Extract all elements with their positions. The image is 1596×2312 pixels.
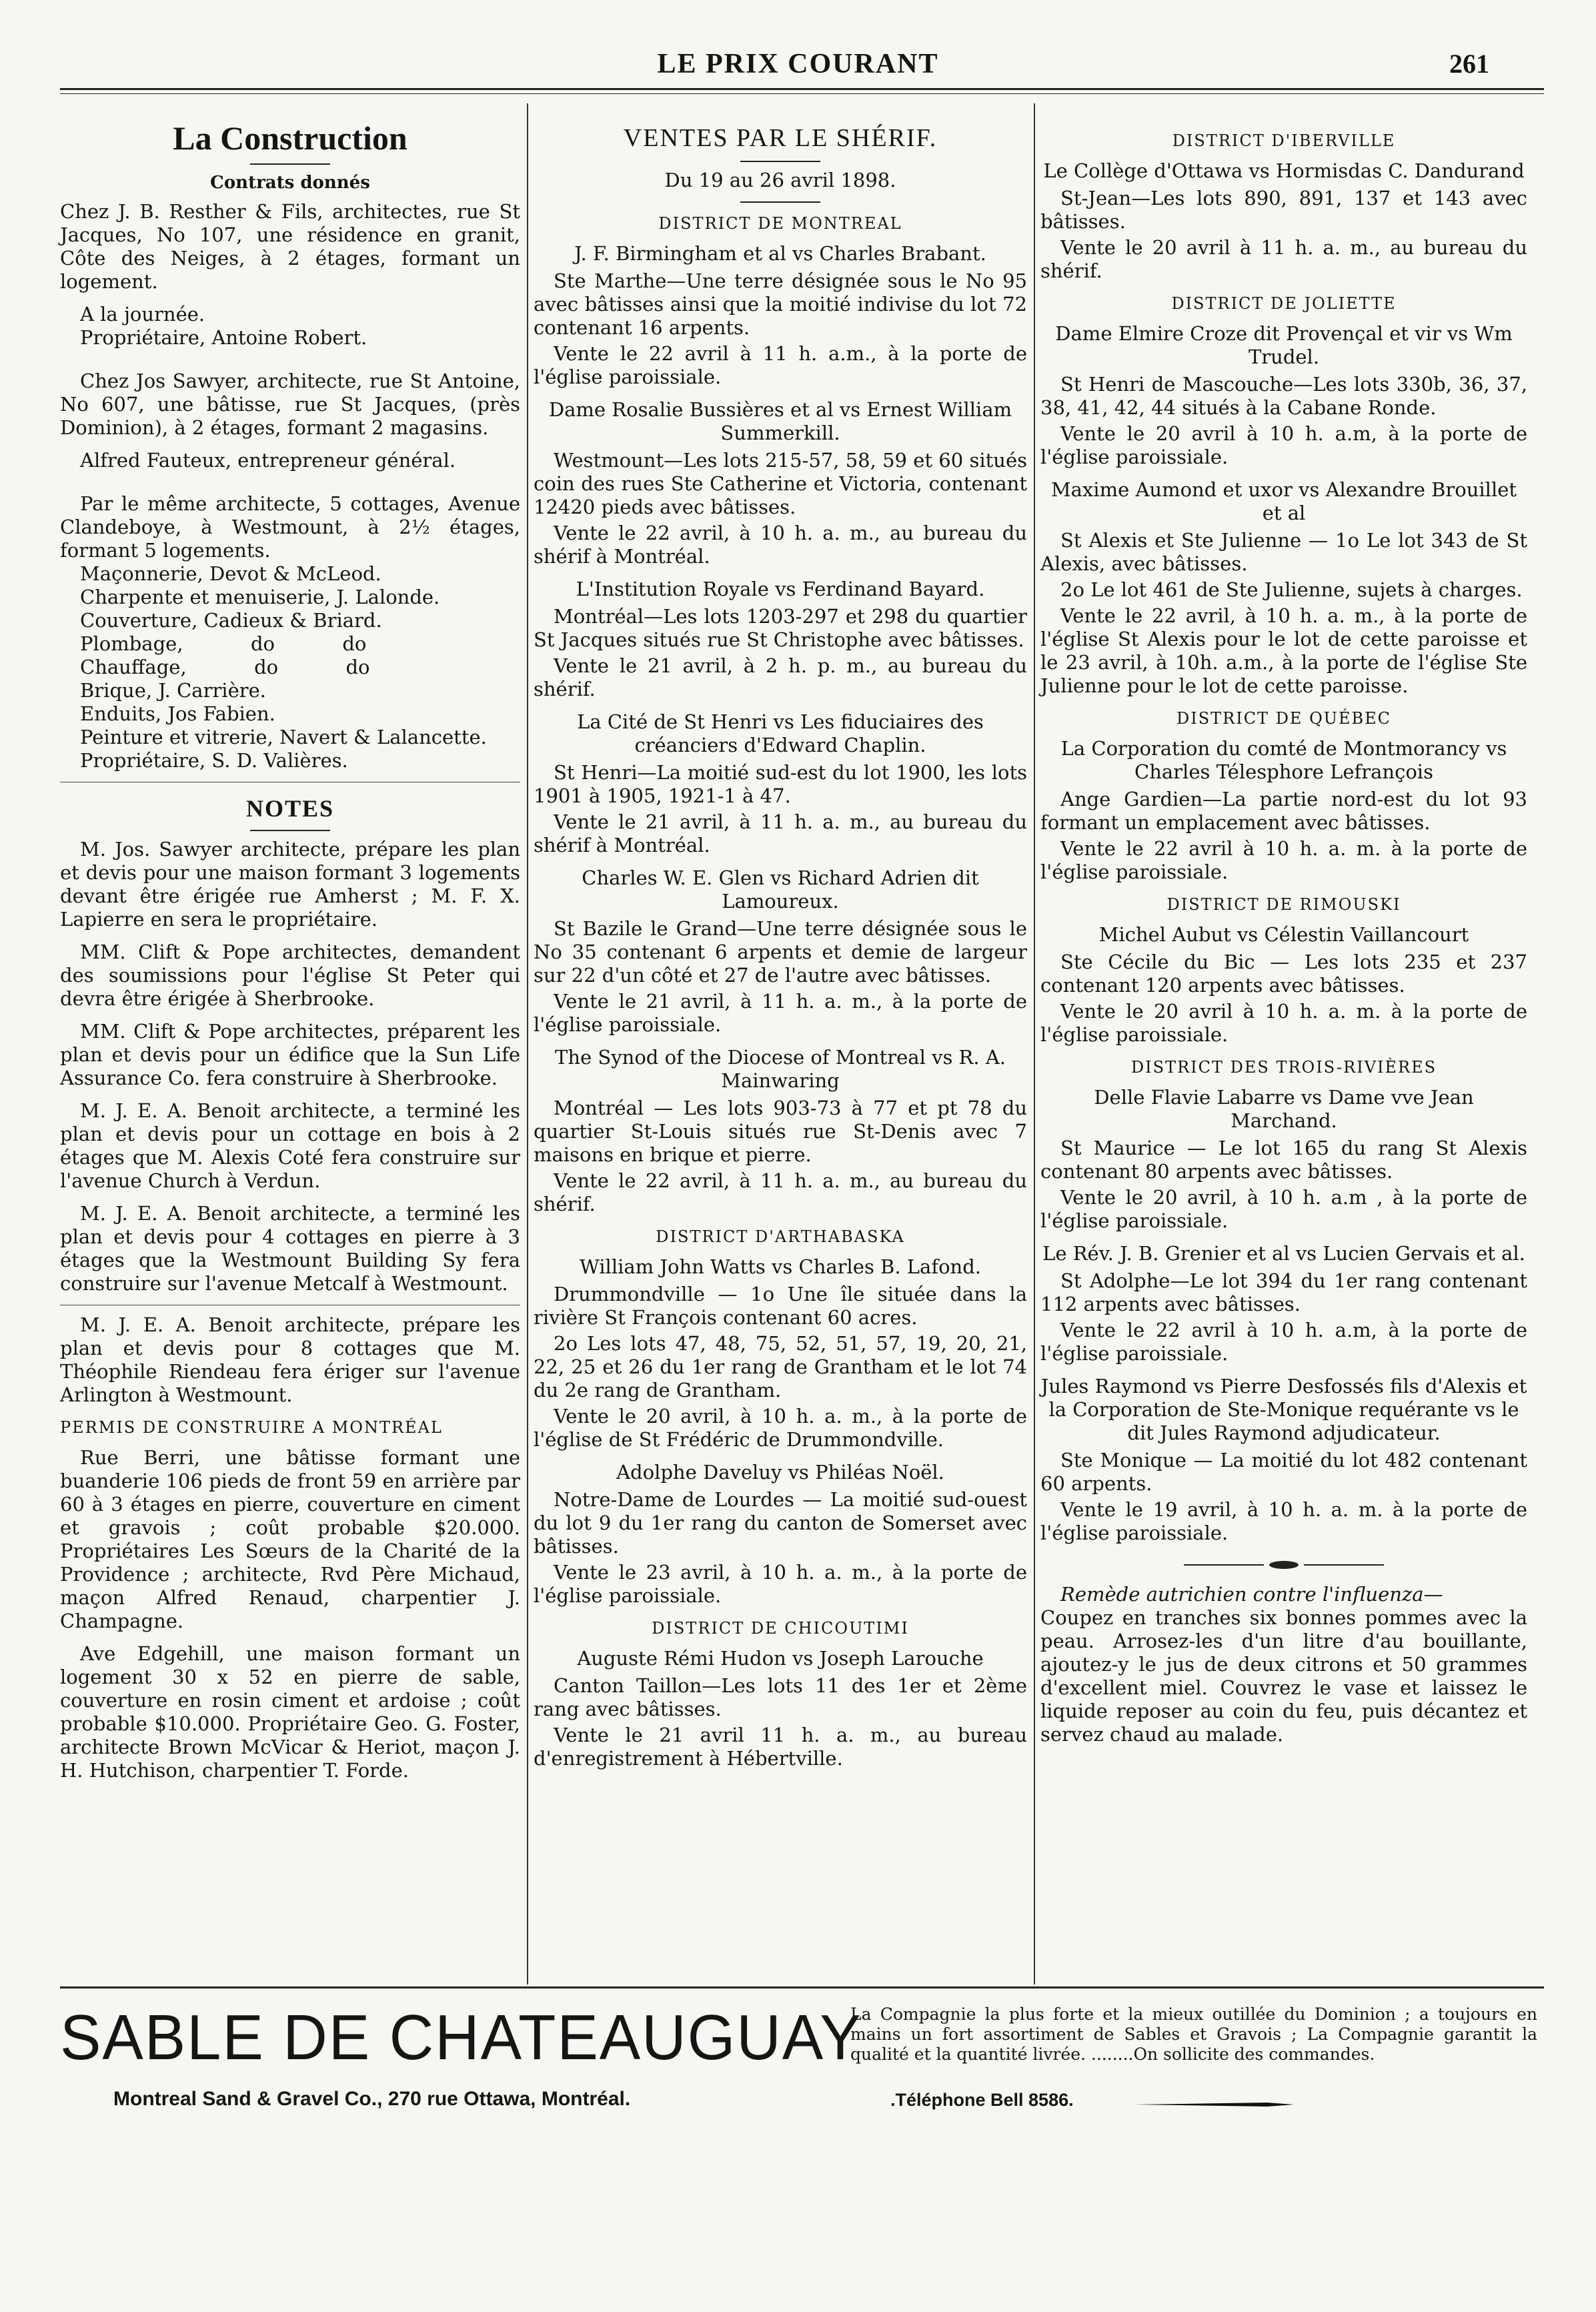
- case-title: Charles W. E. Glen vs Richard Adrien dit Lamoureux.: [582, 866, 979, 913]
- case-body: Montréal—Les lots 1203-297 et 298 du quartier St Jacques situés rue St Christophe avec bâtisses.: [534, 605, 1027, 651]
- note-paragraph: M. J. E. A. Benoit architecte, a terminé les plan et devis pour un cottage en bois à 2 étages que M. Alexis Coté fera construire sur l'avenue Church à Verdun.: [60, 1099, 520, 1192]
- column-rule-1: [527, 103, 528, 1984]
- case-title: Auguste Rémi Hudon vs Joseph Larouche: [577, 1647, 984, 1670]
- case-sale: Vente le 22 avril, à 11 h. a. m., au bureau du shérif.: [534, 1169, 1027, 1215]
- district-heading: DISTRICT DE CHICOUTIMI: [652, 1619, 909, 1638]
- paragraph: Maçonnerie, Devot & McLeod.: [80, 562, 381, 585]
- case-sale: Vente le 22 avril, à 10 h. a. m., à la porte de l'église St Alexis pour le lot de cette paroisse et le 23 avril, à 10h. a.m., à la porte de l'église Ste Julienne pour le lot de cette paroisse.: [1040, 604, 1527, 697]
- case-sale: Vente le 22 avril à 10 h. a.m, à la porte de l'église paroissiale.: [1040, 1319, 1527, 1365]
- district-heading: DISTRICT DE QUÉBEC: [1176, 709, 1392, 728]
- case-title: Maxime Aumond et uxor vs Alexandre Brouillet et al: [1050, 478, 1517, 524]
- case-body: St Henri de Mascouche—Les lots 330b, 36, 37, 38, 41, 42, 44 situés à la Cabane Ronde.: [1040, 373, 1527, 419]
- advertisement-brand: SABLE DE CHATEAUGUAY: [60, 2002, 862, 2073]
- note-paragraph: M. J. E. A. Benoit architecte, a terminé les plan et devis pour 4 cottages en pierre à 3 étages que la Westmount Building Sy fera construire sur l'avenue Metcalf à Westmount.: [60, 1202, 520, 1295]
- advertisement-company: Montreal Sand & Gravel Co., 270 rue Ottawa, Montréal.: [113, 2088, 631, 2110]
- paragraph: A la journée.: [80, 303, 205, 326]
- case-sale: Vente le 20 avril, à 10 h. a. m., à la porte de l'église de St Frédéric de Drummondville.: [534, 1405, 1027, 1451]
- ornament-icon: [1184, 1560, 1384, 1570]
- case-body: Montréal — Les lots 903-73 à 77 et pt 78 du quartier St-Louis situés rue St-Denis avec 7 maisons en brique et pierre.: [534, 1097, 1027, 1166]
- paragraph: Brique, J. Carrière.: [80, 679, 266, 702]
- district-heading: DISTRICT DE MONTREAL: [658, 214, 902, 233]
- case-sale: Vente le 20 avril à 10 h. a.m, à la porte de l'église paroissiale.: [1040, 422, 1527, 468]
- paragraph: Chauffage, do do: [80, 656, 370, 678]
- paragraph: Couverture, Cadieux & Briard.: [80, 609, 382, 632]
- case-title: Delle Flavie Labarre vs Dame vve Jean Marchand.: [1094, 1086, 1474, 1132]
- case-body: Westmount—Les lots 215-57, 58, 59 et 60 situés coin des rues Ste Catherine et Victoria, contenant 12420 pieds avec bâtisses.: [534, 449, 1027, 518]
- page-number: 261: [1449, 49, 1489, 79]
- district-heading: DISTRICT D'ARTHABASKA: [656, 1227, 905, 1246]
- permit-paragraph: Ave Edgehill, une maison formant un logement 30 x 52 en pierre de sable, couverture en rosin ciment et ardoise ; coût probable $10.000. Propriétaire Geo. G. Foster, architecte Brown McVicar & Heriot, maçon J. H. Hutchison, charpentier T. Forde.: [60, 1642, 520, 1782]
- advertisement-telephone: .Téléphone Bell 8586.: [890, 2090, 1074, 2110]
- case-body: St Alexis et Ste Julienne — 1o Le lot 343 de St Alexis, avec bâtisses.: [1040, 529, 1527, 575]
- paragraph: Peinture et vitrerie, Navert & Lalancette.: [80, 726, 487, 748]
- case-sale: Vente le 20 avril à 10 h. a. m. à la porte de l'église paroissiale.: [1040, 1000, 1527, 1046]
- case-body: Drummondville — 1o Une île située dans la rivière St François contenant 60 acres.: [534, 1283, 1027, 1329]
- case-title: Michel Aubut vs Célestin Vaillancourt: [1098, 923, 1469, 946]
- section-title-construction: La Construction: [173, 119, 408, 157]
- case-sale: Vente le 22 avril à 10 h. a. m. à la porte de l'église paroissiale.: [1040, 837, 1527, 883]
- footer-rule: [60, 1986, 1544, 1988]
- subsection-permis: PERMIS DE CONSTRUIRE A MONTRÉAL: [60, 1418, 443, 1437]
- column-ventes: [534, 120, 1027, 1780]
- case-title: J. F. Birmingham et al vs Charles Brabant.: [574, 242, 986, 265]
- advertisement-note: La Compagnie la plus forte et la mieux outillée du Dominion ; a toujours en mains un fort assortiment de Sables et Gravois ; La Compagnie garantit la qualité et la quantité livrée. ........On sollicite des commandes.: [850, 2004, 1537, 2064]
- case-title: Le Collège d'Ottawa vs Hormisdas C. Dandurand: [1043, 159, 1525, 182]
- case-title: Jules Raymond vs Pierre Desfossés fils d'Alexis et la Corporation de Ste-Monique requérante vs le dit Jules Raymond adjudicateur.: [1040, 1375, 1527, 1444]
- header-rule: [60, 88, 1544, 90]
- case-title: Dame Rosalie Bussières et al vs Ernest William Summerkill.: [548, 398, 1012, 444]
- case-body: 2o Les lots 47, 48, 75, 52, 51, 57, 19, 20, 21, 22, 25 et 26 du 1er rang de Grantham et le lot 74 du 2e rang de Grantham.: [534, 1332, 1027, 1401]
- case-sale: Vente le 21 avril, à 2 h. p. m., au bureau du shérif.: [534, 654, 1027, 700]
- case-title: L'Institution Royale vs Ferdinand Bayard.: [576, 578, 985, 600]
- running-title: LE PRIX COURANT: [657, 49, 939, 79]
- note-paragraph: M. J. E. A. Benoit architecte, prépare les plan et devis pour 8 cottages que M. Théophile Riendeau fera ériger sur l'avenue Arlington à Westmount.: [60, 1313, 520, 1406]
- case-title: Dame Elmire Croze dit Provençal et vir vs Wm Trudel.: [1055, 322, 1513, 368]
- case-body: Ste Monique — La moitié du lot 482 contenant 60 arpents.: [1040, 1449, 1527, 1495]
- case-sale: Vente le 21 avril 11 h. a. m., au bureau d'enregistrement à Hébertville.: [534, 1724, 1027, 1770]
- case-title: Adolphe Daveluy vs Philéas Noël.: [616, 1461, 944, 1484]
- sale-dates: Du 19 au 26 avril 1898.: [664, 169, 896, 191]
- remede-body: Coupez en tranches six bonnes pommes avec la peau. Arrosez-les d'un litre d'au bouillante, ajoutez-y le jus de deux citrons et 50 grammes d'excellent miel. Couvrez le vase et laissez le liquide reposer au coin du feu, puis décantez et servez chaud au malade.: [1040, 1606, 1527, 1746]
- district-heading: DISTRICT DE RIMOUSKI: [1166, 895, 1401, 914]
- paragraph: Alfred Fauteux, entrepreneur général.: [80, 449, 456, 472]
- title-rule: [740, 201, 820, 203]
- case-body: Ste Marthe—Une terre désignée sous le No 95 avec bâtisses ainsi que la moitié indivise du lot 72 contenant 16 arpents.: [534, 269, 1027, 339]
- case-title: William John Watts vs Charles B. Lafond.: [579, 1255, 982, 1278]
- ornament-divider: [1040, 1554, 1527, 1578]
- case-body: St Henri—La moitié sud-est du lot 1900, les lots 1901 à 1905, 1921-1 à 47.: [534, 761, 1027, 807]
- case-body: Notre-Dame de Lourdes — La moitié sud-ouest du lot 9 du 1er rang du canton de Somerset avec bâtisses.: [534, 1488, 1027, 1558]
- section-title-ventes: VENTES PAR LE SHÉRIF.: [623, 124, 938, 152]
- case-sale: Vente le 23 avril, à 10 h. a. m., à la porte de l'église paroissiale.: [534, 1561, 1027, 1607]
- title-rule: [250, 163, 330, 165]
- case-sale: Vente le 22 avril, à 10 h. a. m., au bureau du shérif à Montréal.: [534, 522, 1027, 568]
- note-paragraph: MM. Clift & Pope architectes, demandent des soumissions pour l'église St Peter qui devra être érigée à Sherbrooke.: [60, 941, 520, 1010]
- paragraph: Propriétaire, Antoine Robert.: [80, 326, 367, 349]
- column-rule-2: [1034, 103, 1035, 1984]
- case-sale: Vente le 19 avril, à 10 h. a. m. à la porte de l'église paroissiale.: [1040, 1498, 1527, 1544]
- case-body: St Bazile le Grand—Une terre désignée sous le No 35 contenant 6 arpents et demie de largeur sur 22 d'un côté et 27 de l'autre avec bâtisses.: [534, 917, 1027, 987]
- paragraph: Chez J. B. Resther & Fils, architectes, rue St Jacques, No 107, une résidence en granit, Côte des Neiges, à 2 étages, formant un logement.: [60, 200, 520, 293]
- header-rule-thin: [60, 93, 1544, 94]
- case-title: Le Rév. J. B. Grenier et al vs Lucien Gervais et al.: [1042, 1242, 1525, 1265]
- note-paragraph: MM. Clift & Pope architectes, préparent les plan et devis pour un édifice que la Sun Life Assurance Co. fera construire à Sherbrooke.: [60, 1020, 520, 1089]
- paragraph: Par le même architecte, 5 cottages, Avenue Clandeboye, à Westmount, à 2½ étages, formant 5 logements.: [60, 492, 520, 562]
- case-body: 2o Le lot 461 de Ste Julienne, sujets à charges.: [1060, 578, 1523, 601]
- title-rule: [740, 161, 820, 162]
- column-construction: [60, 120, 520, 1792]
- district-heading: DISTRICT DE JOLIETTE: [1171, 294, 1397, 313]
- case-sale: Vente le 22 avril à 11 h. a.m., à la porte de l'église paroissiale.: [534, 342, 1027, 388]
- permit-paragraph: Rue Berri, une bâtisse formant une buanderie 106 pieds de front 59 en arrière par 60 à 3 étages en pierre, couverture en ciment et gravois ; coût probable $20.000. Propriétaires Les Sœurs de la Charité de la Providence ; architecte, Rvd Père Michaud, maçon Alfred Renaud, charpentier J. Champagne.: [60, 1446, 520, 1632]
- case-title: La Corporation du comté de Montmorancy vs Charles Télesphore Lefrançois: [1060, 737, 1507, 783]
- case-sale: Vente le 20 avril à 11 h. a. m., au bureau du shérif.: [1040, 236, 1527, 282]
- district-heading: DISTRICT D'IBERVILLE: [1172, 131, 1396, 150]
- case-title: The Synod of the Diocese of Montreal vs R. A. Mainwaring: [555, 1046, 1006, 1092]
- case-title: La Cité de St Henri vs Les fiduciaires des créanciers d'Edward Chaplin.: [577, 710, 984, 756]
- paragraph: Chez Jos Sawyer, architecte, rue St Antoine, No 607, une bâtisse, rue St Jacques, (près Dominion), à 2 étages, formant 2 magasins.: [60, 370, 520, 439]
- case-body: Ste Cécile du Bic — Les lots 235 et 237 contenant 120 arpents avec bâtisses.: [1040, 951, 1527, 997]
- district-heading: DISTRICT DES TROIS-RIVIÈRES: [1130, 1058, 1437, 1077]
- column-districts: [1040, 120, 1527, 1756]
- title-rule: [250, 830, 330, 831]
- section-title-notes: NOTES: [245, 795, 335, 822]
- paragraph: Plombage, do do: [80, 632, 367, 655]
- paragraph: Enduits, Jos Fabien.: [80, 702, 275, 725]
- case-sale: Vente le 21 avril, à 11 h. a. m., au bureau du shérif à Montréal.: [534, 810, 1027, 856]
- note-paragraph: M. Jos. Sawyer architecte, prépare les plan et devis pour une maison formant 3 logements devant être érigée rue Amherst ; M. F. X. Lapierre en sera le propriétaire.: [60, 838, 520, 931]
- case-body: St Adolphe—Le lot 394 du 1er rang contenant 112 arpents avec bâtisses.: [1040, 1269, 1527, 1315]
- arrow-icon: [1134, 2100, 1294, 2109]
- case-body: Ange Gardien—La partie nord-est du lot 93 formant un emplacement avec bâtisses.: [1040, 788, 1527, 834]
- subsection-contrats: Contrats donnés: [210, 173, 370, 193]
- case-body: St Maurice — Le lot 165 du rang St Alexis contenant 80 arpents avec bâtisses.: [1040, 1137, 1527, 1183]
- case-sale: Vente le 21 avril, à 11 h. a. m., à la porte de l'église paroissiale.: [534, 990, 1027, 1036]
- case-body: St-Jean—Les lots 890, 891, 137 et 143 avec bâtisses.: [1040, 187, 1527, 233]
- paragraph: Charpente et menuiserie, J. Lalonde.: [80, 586, 440, 608]
- paragraph: Propriétaire, S. D. Valières.: [80, 749, 348, 772]
- remede-title: Remède autrichien contre l'influenza—: [1060, 1583, 1443, 1606]
- case-sale: Vente le 20 avril, à 10 h. a.m , à la porte de l'église paroissiale.: [1040, 1186, 1527, 1232]
- case-body: Canton Taillon—Les lots 11 des 1er et 2ème rang avec bâtisses.: [534, 1674, 1027, 1720]
